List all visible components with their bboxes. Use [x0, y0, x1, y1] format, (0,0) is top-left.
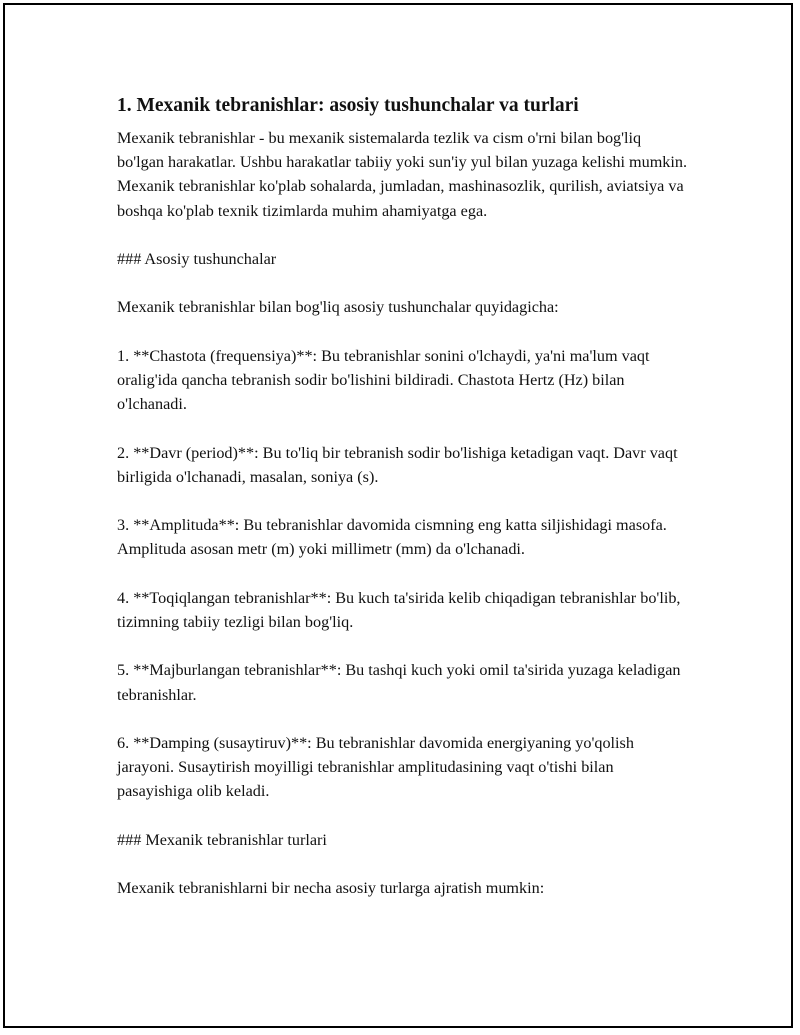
document-body	[117, 93, 692, 900]
list-item-period: 2. **Davr (period)**: Bu to'liq bir tebranish sodir bo'lishiga ketadigan vaqt. Davr vaqt birligida o'lchanadi, masalan, soniya (s).	[117, 443, 678, 486]
list-item-damping: 6. **Damping (susaytiruv)**: Bu tebranishlar davomida energiyaning yo'qolish jarayoni. Susaytirish moyilligi tebranishlar amplitudasining vaqt o'tishi bilan pasayishiga olib keladi.	[117, 733, 634, 801]
document-title: 1. Mexanik tebranishlar: asosiy tushunchalar va turlari	[117, 95, 579, 116]
list-item-frequency: 1. **Chastota (frequensiya)**: Bu tebranishlar sonini o'lchaydi, ya'ni ma'lum vaqt oralig'ida qancha tebranish sodir bo'lishini bildiradi. Chastota Hertz (Hz) bilan o'lchanadi.	[117, 346, 650, 414]
paragraph-types-lead: Mexanik tebranishlarni bir necha asosiy turlarga ajratish mumkin:	[117, 879, 545, 898]
list-item-forced-vibrations: 5. **Majburlangan tebranishlar**: Bu tashqi kuch yoki omil ta'sirida yuzaga keladigan tebranishlar.	[117, 661, 681, 704]
list-item-amplitude: 3. **Amplituda**: Bu tebranishlar davomida cismning eng katta siljishidagi masofa. Amplituda asosan metr (m) yoki millimetr (mm) da o'lchanadi.	[117, 516, 667, 559]
paragraph-intro: Mexanik tebranishlar - bu mexanik sistemalarda tezlik va cism o'rni bilan bog'liq bo'lgan harakatlar. Ushbu harakatlar tabiiy yoki sun'iy yul bilan yuzaga kelishi mumkin. Mexanik tebranishlar ko'plab sohalarda, jumladan, mashinasozlik, qurilish, aviatsiya va boshqa ko'plab texnik tizimlarda muhim ahamiyatga ega.	[117, 129, 688, 220]
paragraph-concepts-lead: Mexanik tebranishlar bilan bog'liq asosiy tushunchalar quyidagicha:	[117, 298, 559, 317]
list-item-free-vibrations: 4. **Toqiqlangan tebranishlar**: Bu kuch ta'sirida kelib chiqadigan tebranishlar bo'lib, tizimning tabiiy tezligi bilan bog'liq.	[117, 588, 681, 631]
section-heading-basic-concepts: ### Asosiy tushunchalar	[117, 250, 277, 268]
section-heading-types: ### Mexanik tebranishlar turlari	[117, 830, 327, 849]
